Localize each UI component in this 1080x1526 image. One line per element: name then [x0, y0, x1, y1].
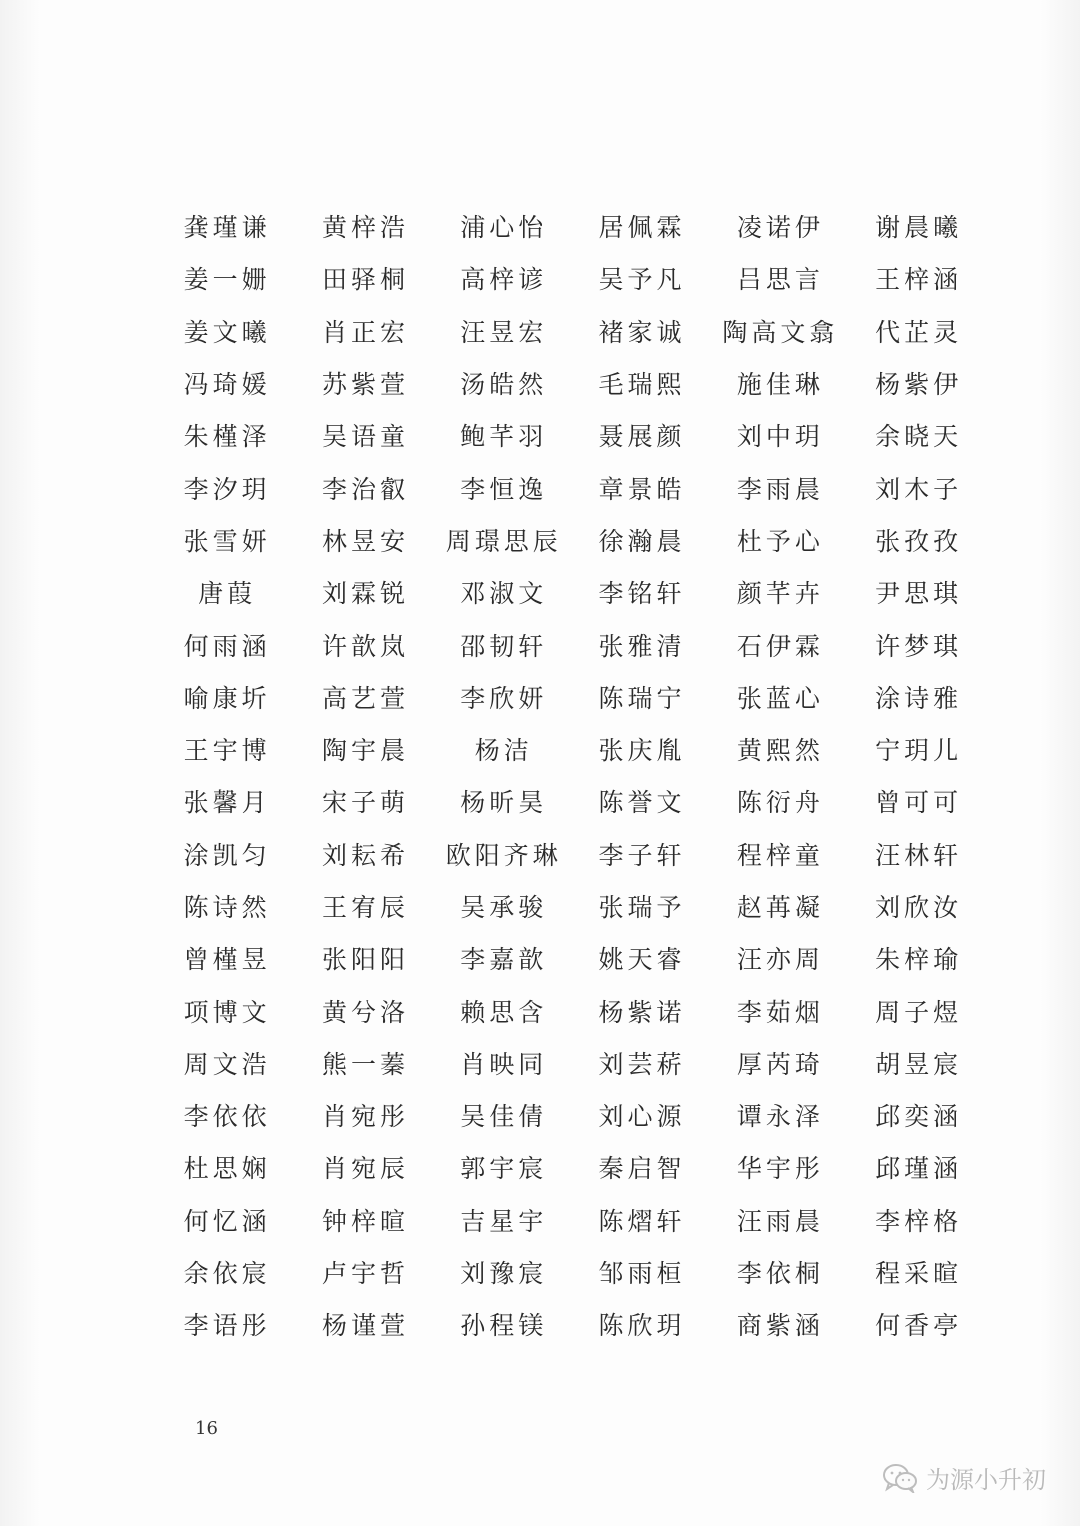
- name-row: [158, 618, 988, 670]
- name-cell: 华宇彤: [736, 1154, 824, 1184]
- name-cell: 黄熙然: [736, 736, 824, 766]
- name-cell: 毛瑞熙: [598, 370, 686, 400]
- name-cell: 汤皓然: [460, 370, 548, 400]
- name-row: [158, 461, 988, 513]
- name-cell: 杜予心: [736, 526, 824, 556]
- name-cell: 肖宛彤: [321, 1102, 409, 1132]
- name-cell: 何香亭: [875, 1311, 963, 1341]
- name-cell: 尹思琪: [875, 579, 963, 609]
- name-cell: 凌诺伊: [736, 213, 824, 243]
- name-cell: 李欣妍: [460, 683, 548, 713]
- name-cell: 田驿桐: [321, 265, 409, 295]
- name-cell: 李雨晨: [736, 474, 824, 504]
- name-cell: 周子煜: [875, 997, 963, 1027]
- name-cell: 朱槿泽: [183, 422, 271, 452]
- name-cell: 卢宇哲: [321, 1259, 409, 1289]
- name-cell: 朱梓瑜: [875, 945, 963, 975]
- name-cell: 李语彤: [183, 1311, 271, 1341]
- name-cell: 陶高文翕: [722, 317, 839, 347]
- name-row: [158, 775, 988, 827]
- name-cell: 陈瑞宁: [598, 683, 686, 713]
- name-cell: 陈衍舟: [736, 788, 824, 818]
- name-cell: 商紫涵: [736, 1311, 824, 1341]
- name-cell: 张瑞予: [598, 893, 686, 922]
- name-cell: 许歆岚: [321, 631, 409, 661]
- name-cell: 代芷灵: [875, 317, 963, 347]
- name-row: [158, 514, 988, 566]
- name-cell: 刘耘希: [321, 840, 409, 870]
- name-row: [158, 409, 988, 461]
- name-cell: 张馨月: [183, 788, 271, 818]
- name-row: [158, 566, 988, 618]
- name-row: [158, 880, 988, 932]
- names-list: [158, 200, 988, 1351]
- name-cell: 姜一姗: [183, 265, 271, 295]
- name-cell: 汪亦周: [736, 945, 824, 975]
- name-row: [158, 671, 988, 723]
- name-cell: 李依桐: [736, 1259, 824, 1289]
- name-cell: 李茹烟: [736, 997, 824, 1027]
- name-cell: 秦启智: [598, 1154, 686, 1184]
- name-cell: 肖宛辰: [321, 1154, 409, 1184]
- name-row: [158, 1194, 988, 1246]
- name-row: [158, 932, 988, 984]
- name-cell: 杨紫伊: [875, 370, 963, 400]
- name-cell: 张庆胤: [598, 736, 686, 766]
- name-row: [158, 723, 988, 775]
- name-cell: 汪林轩: [875, 840, 963, 870]
- name-cell: 汪雨晨: [736, 1206, 824, 1236]
- name-cell: 曾可可: [875, 788, 963, 818]
- name-cell: 陶宇晨: [321, 736, 409, 766]
- name-cell: 赖思含: [460, 997, 548, 1027]
- name-cell: 杨谨萱: [321, 1311, 409, 1341]
- name-cell: 谭永泽: [736, 1102, 824, 1132]
- name-cell: 刘中玥: [736, 422, 824, 452]
- name-cell: 张孜孜: [875, 526, 963, 556]
- name-cell: 何雨涵: [183, 631, 271, 661]
- name-cell: 居佩霖: [598, 213, 686, 243]
- name-cell: 邵韧轩: [460, 631, 548, 661]
- name-cell: 肖正宏: [321, 317, 409, 347]
- name-cell: 高梓谚: [460, 265, 548, 295]
- name-cell: 吉星宇: [460, 1206, 548, 1236]
- name-cell: 陈诗然: [183, 893, 271, 922]
- name-cell: 刘欣汝: [875, 893, 963, 922]
- name-cell: 张阳阳: [321, 945, 409, 975]
- watermark-text: 为源小升初: [926, 1466, 1046, 1494]
- name-cell: 李依依: [183, 1102, 271, 1132]
- name-cell: 陈熠轩: [598, 1206, 686, 1236]
- name-cell: 张蓝心: [736, 683, 824, 713]
- name-cell: 刘木子: [875, 474, 963, 504]
- name-row: [158, 200, 988, 252]
- name-cell: 李梓格: [875, 1206, 963, 1236]
- name-cell: 李嘉歆: [460, 945, 548, 975]
- name-cell: 周璟思辰: [445, 526, 562, 556]
- name-cell: 褚家诚: [598, 317, 686, 347]
- name-row: [158, 828, 988, 880]
- name-cell: 周文浩: [183, 1049, 271, 1079]
- name-cell: 鲍芊羽: [460, 422, 548, 452]
- name-cell: 熊一蓁: [321, 1049, 409, 1079]
- name-cell: 林昱安: [321, 526, 409, 556]
- name-cell: 高艺萱: [321, 683, 409, 713]
- name-row: [158, 1141, 988, 1193]
- name-cell: 石伊霖: [736, 631, 824, 661]
- name-cell: 杨紫诺: [598, 997, 686, 1027]
- name-cell: 施佳琳: [736, 370, 824, 400]
- name-cell: 徐瀚晨: [598, 526, 686, 556]
- name-cell: 涂凯匀: [183, 840, 271, 870]
- name-cell: 宋子萌: [321, 788, 409, 818]
- name-cell: 汪昱宏: [460, 317, 548, 347]
- name-cell: 姜文曦: [183, 317, 271, 347]
- name-cell: 余晓天: [875, 422, 963, 452]
- name-cell: 谢晨曦: [875, 213, 963, 243]
- name-cell: 程采暄: [875, 1259, 963, 1289]
- watermark: [882, 1460, 1046, 1495]
- name-row: [158, 1037, 988, 1089]
- name-cell: 钟梓暄: [321, 1206, 409, 1236]
- name-row: [158, 252, 988, 304]
- name-cell: 宁玥儿: [875, 736, 963, 766]
- name-cell: 邱瑾涵: [875, 1154, 963, 1184]
- name-cell: 颜芊卉: [736, 579, 824, 609]
- name-row: [158, 305, 988, 357]
- name-cell: 李铭轩: [598, 579, 686, 609]
- name-cell: 聂展颜: [598, 422, 686, 452]
- name-cell: 王宇博: [183, 736, 271, 766]
- name-cell: 厚芮琦: [736, 1049, 824, 1079]
- name-cell: 杨昕昊: [460, 788, 548, 818]
- name-cell: 赵苒凝: [736, 893, 824, 922]
- name-cell: 唐葭: [198, 579, 257, 609]
- name-cell: 何忆涵: [183, 1206, 271, 1236]
- name-cell: 许梦琪: [875, 631, 963, 661]
- name-cell: 孙程镁: [460, 1311, 548, 1341]
- name-cell: 涂诗雅: [875, 683, 963, 713]
- name-cell: 张雪妍: [183, 526, 271, 556]
- name-cell: 黄梓浩: [321, 213, 409, 243]
- name-cell: 李恒逸: [460, 474, 548, 504]
- name-row: [158, 1089, 988, 1141]
- name-cell: 邓淑文: [460, 579, 548, 609]
- name-cell: 胡昱宸: [875, 1049, 963, 1079]
- name-cell: 吴语童: [321, 422, 409, 452]
- name-cell: 陈誉文: [598, 788, 686, 818]
- name-cell: 项博文: [183, 997, 271, 1027]
- name-cell: 冯琦媛: [183, 370, 271, 400]
- name-cell: 杜思娴: [183, 1154, 271, 1184]
- name-cell: 陈欣玥: [598, 1311, 686, 1341]
- name-cell: 吴佳倩: [460, 1102, 548, 1132]
- name-cell: 刘霖锐: [321, 579, 409, 609]
- name-cell: 苏紫萱: [321, 370, 409, 400]
- name-cell: 欧阳齐琳: [445, 840, 562, 870]
- name-cell: 余依宸: [183, 1259, 271, 1289]
- name-cell: 邹雨桓: [598, 1259, 686, 1289]
- name-cell: 刘芸菥: [598, 1049, 686, 1079]
- wechat-icon: [882, 1463, 918, 1493]
- name-cell: 浦心怡: [460, 213, 548, 243]
- name-row: [158, 984, 988, 1036]
- name-row: [158, 357, 988, 409]
- name-cell: 黄兮洛: [321, 997, 409, 1027]
- name-cell: 姚天睿: [598, 945, 686, 975]
- name-cell: 刘心源: [598, 1102, 686, 1132]
- name-cell: 李子轩: [598, 840, 686, 870]
- name-cell: 吴承骏: [460, 893, 548, 922]
- name-cell: 王宥辰: [321, 893, 409, 922]
- name-cell: 吕思言: [736, 265, 824, 295]
- name-cell: 王梓涵: [875, 265, 963, 295]
- name-cell: 章景皓: [598, 474, 686, 504]
- name-cell: 龚瑾谦: [183, 213, 271, 243]
- name-cell: 张雅清: [598, 631, 686, 661]
- name-cell: 刘豫宸: [460, 1259, 548, 1289]
- name-row: [158, 1298, 988, 1350]
- name-cell: 喻康圻: [183, 683, 271, 713]
- name-cell: 曾槿昱: [183, 945, 271, 975]
- name-cell: 吴予凡: [598, 265, 686, 295]
- name-cell: 邱奕涵: [875, 1102, 963, 1132]
- name-cell: 郭宇宸: [460, 1154, 548, 1184]
- name-row: [158, 1246, 988, 1298]
- page-number: 16: [195, 1418, 218, 1439]
- name-cell: 肖映同: [460, 1049, 548, 1079]
- name-cell: 李治叡: [321, 474, 409, 504]
- name-cell: 李汐玥: [183, 474, 271, 504]
- name-cell: 杨洁: [474, 736, 533, 766]
- name-cell: 程梓童: [736, 840, 824, 870]
